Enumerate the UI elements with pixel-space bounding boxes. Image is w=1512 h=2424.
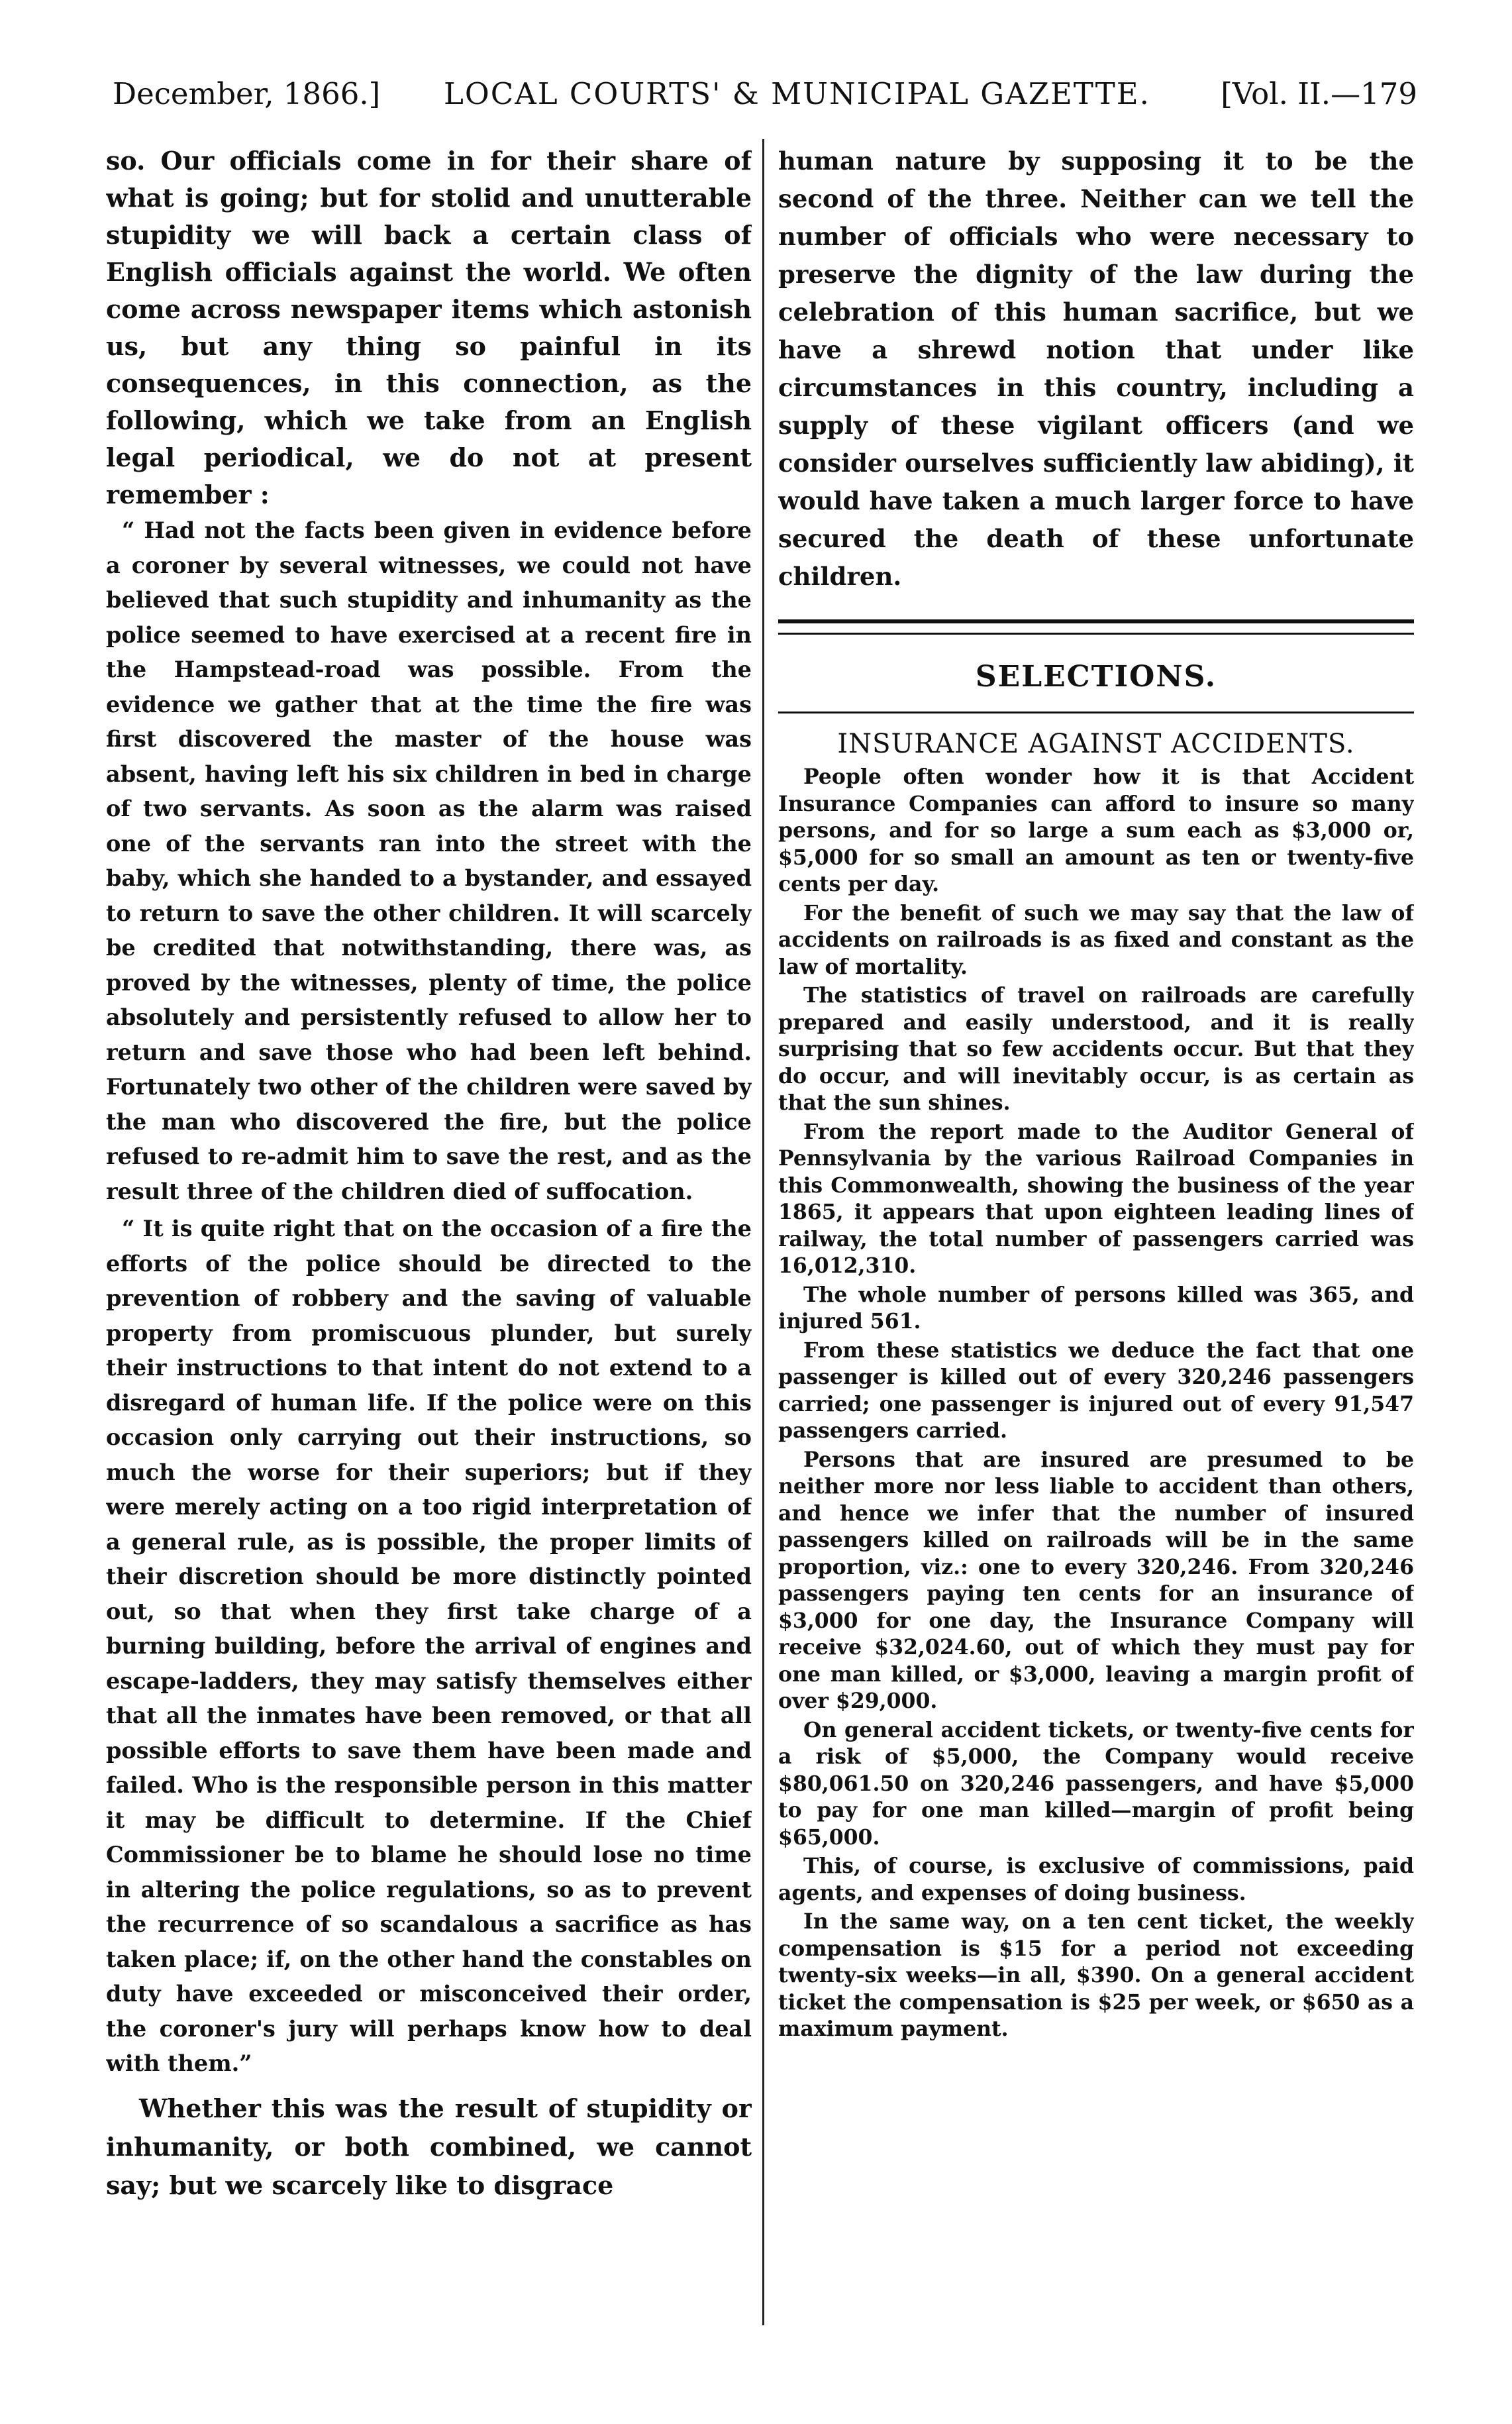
article-paragraph: For the benefit of such we may say that the law of accidents on railroads is as fixed and constant as the law of mortality. xyxy=(778,900,1414,979)
header-title: LOCAL COURTS' & MUNICIPAL GAZETTE. xyxy=(444,76,1150,111)
article-paragraph: The whole number of persons killed was 365, and injured 561. xyxy=(778,1282,1414,1334)
left-intro-paragraph: so. Our officials come in for their share of what is going; but for stolid and unutterable stupidity we will back a certain class of English officials against the world. We often come across newspaper items which astonish us, but any thing so painful in its consequences, in this connection, as the following, which we take from an English legal periodical, we do not at present remember : xyxy=(106,146,752,509)
header-date: December, 1866.] xyxy=(113,76,381,111)
article-paragraph: The statistics of travel on railroads are carefully prepared and easily understood, and it is really surprising that so few accidents occur. But that they do occur, and will inevitably occur, is as certain as that the sun shines. xyxy=(778,983,1414,1115)
article-paragraph: In the same way, on a ten cent ticket, the weekly compensation is $15 for a period not exceeding twenty-six weeks—in all, $390. On a general accident ticket the compensation is $25 per week, or $650 as a maximum payment. xyxy=(778,1909,1414,2041)
right-intro-paragraph: human nature by supposing it to be the second of the three. Neither can we tell the number of officials who were necessary to preserve the dignity of the law during the celebration of this human sacrifice, but we have a shrewd notion that under like circumstances in this country, including a supply of these vigilant officers (and we consider ourselves sufficiently law abiding), it would have taken a much larger force to have secured the death of these unfortunate children. xyxy=(778,146,1414,591)
article-paragraph: From these statistics we deduce the fact that one passenger is killed out of every 320,246 passengers carried; one passenger is injured out of every 91,547 passengers carried. xyxy=(778,1338,1414,1443)
page-header xyxy=(99,63,1417,123)
column-divider xyxy=(762,139,764,2325)
left-closing-paragraph: Whether this was the result of stupidity or inhumanity, or both combined, we cannot say; but we scarcely like to disgrace xyxy=(106,2093,752,2200)
right-column xyxy=(778,142,1414,2355)
quote-paragraph-2: “ It is quite right that on the occasion of a fire the efforts of the police should be directed to the prevention of robbery and the saving of valuable property from promiscuous plunder, but surely their instructions to that intent do not extend to a disregard of human life. If the police were on this occasion only carrying out their instructions, so much the worse for their superiors; but if they were merely acting on a too rigid interpretation of a general rule, as is possible, the proper limits of their discretion should be more distinctly pointed out, so that when they first take charge of a burning building, before the arrival of engines and escape-ladders, they may satisfy themselves either that all the inmates have been removed, or that all possible efforts to save them have been made and failed. Who is the responsible person in this matter it may be difficult to determine. If the Chief Commissioner be to blame he should lose no time in altering the police regulations, so as to prevent the recurrence of so scandalous a sacrifice as has taken place; if, on the other hand the constables on duty have exceeded or misconceived their order, the coroner's jury will perhaps know how to deal with them.” xyxy=(106,1216,752,2076)
article-paragraph: This, of course, is exclusive of commissions, paid agents, and expenses of doing business. xyxy=(778,1854,1414,1905)
article-paragraph: Persons that are insured are presumed to be neither more nor less liable to accident than others, and hence we infer that the number of insured passengers killed on railroads will be in the same proportion, viz.: one to every 320,246. From 320,246 passengers paying ten cents for an insurance of $3,000 for one day, the Insurance Company will receive $32,024.60, out of which they must pay for one man killed, or $3,000, leaving a margin profit of over $29,000. xyxy=(778,1447,1414,1713)
quote-paragraph-1: “ Had not the facts been given in evidence before a coroner by several witnesses, we could not have believed that such stupidity and inhumanity as the police seemed to have exercised at a recent fire in the Hampstead-road was possible. From the evidence we gather that at the time the fire was first discovered the master of the house was absent, having left his six children in bed in charge of two servants. As soon as the alarm was raised one of the servants ran into the street with the baby, which she handed to a bystander, and essayed to return to save the other children. It will scarcely be credited that notwithstanding, there was, as proved by the witnesses, plenty of time, the police absolutely and persistently refused to allow her to return and save those who had been left behind. Fortunately two other of the children were saved by the man who discovered the fire, but the police refused to re-admit him to save the rest, and as the result three of the children died of suffocation. xyxy=(106,517,752,1204)
section-divider xyxy=(778,619,1414,635)
article-paragraph: From the report made to the Auditor General of Pennsylvania by the various Railroad Companies in this Commonwealth, showing the business of the year 1865, it appears that upon eighteen leading lines of railway, the total number of passengers carried was 16,012,310. xyxy=(778,1119,1414,1278)
article-paragraph: People often wonder how it is that Accident Insurance Companies can afford to insure so many persons, and for so large a sum each as $3,000 or, $5,000 for so small an amount as ten or twenty-five cents per day. xyxy=(778,764,1414,896)
section-title: SELECTIONS. xyxy=(975,660,1217,694)
title-divider xyxy=(778,711,1414,713)
header-volume: [Vol. II.—179 xyxy=(1221,76,1417,111)
left-column xyxy=(106,142,752,2355)
article-title: INSURANCE AGAINST ACCIDENTS. xyxy=(837,729,1355,759)
article-paragraph: On general accident tickets, or twenty-five cents for a risk of $5,000, the Company would receive $80,061.50 on 320,246 passengers, and have $5,000 to pay for one man killed—margin of profit being $65,000. xyxy=(778,1717,1414,1850)
